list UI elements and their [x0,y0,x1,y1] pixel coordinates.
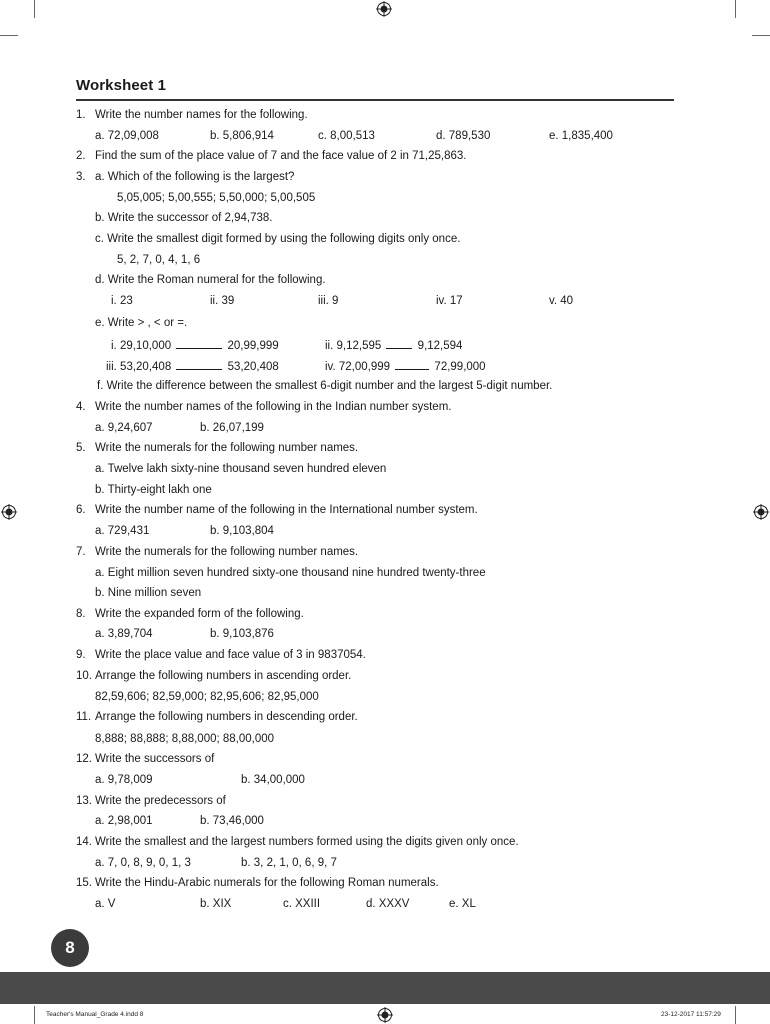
question-text: Write the place value and face value of 3 in 9837054. [95,649,366,661]
option: b. 26,07,199 [200,422,264,434]
question-number: 13. [76,795,92,807]
comparison-item [325,359,486,374]
answer-blank[interactable] [386,338,412,349]
comparison-item [106,359,279,374]
crop-mark [34,1006,35,1024]
comparison-right: 53,20,408 [227,361,279,373]
sub-question: e. Write > , < or =. [95,317,188,329]
question-text: Write the number names for the following. [95,109,308,121]
comparison-left: i. 29,10,000 [111,340,172,352]
footer-band [0,972,770,1004]
sub-question: b. Nine million seven [95,587,202,599]
option: v. 40 [549,295,574,307]
question-number: 14. [76,836,92,848]
values-list: 82,59,606; 82,59,000; 82,95,606; 82,95,000 [95,691,319,703]
option: a. 9,78,009 [95,774,153,786]
comparison-left: iii. 53,20,408 [106,361,172,373]
question-text: Write the expanded form of the following. [95,608,304,620]
question-text: Write the number names of the following in the Indian number system. [95,401,452,413]
comparison-right: 9,12,594 [417,340,463,352]
answer-blank[interactable] [176,338,222,349]
question-text: Find the sum of the place value of 7 and the face value of 2 in 71,25,863. [95,150,467,162]
question-number: 7. [76,546,86,558]
sub-question: b. Write the successor of 2,94,738. [95,212,273,224]
option: b. 3, 2, 1, 0, 6, 9, 7 [241,857,337,869]
option: b. 73,46,000 [200,815,264,827]
answer-blank[interactable] [176,359,222,370]
question-text: Write the successors of [95,753,215,765]
option: iv. 17 [436,295,463,307]
option: b. 5,806,914 [210,130,274,142]
question-text: Arrange the following numbers in ascending order. [95,670,352,682]
comparison-item [325,338,462,353]
sub-question: f. Write the difference between the smallest 6-digit number and the largest 5-digit number. [97,380,553,392]
option: a. V [95,898,116,910]
sub-question: c. Write the smallest digit formed by using the following digits only once. [95,233,461,245]
values-list: 8,888; 88,888; 8,88,000; 88,00,000 [95,733,275,745]
option: a. 2,98,001 [95,815,153,827]
question-number: 12. [76,753,92,765]
values-list: 5, 2, 7, 0, 4, 1, 6 [117,254,201,266]
registration-mark-icon [1,504,17,520]
option: b. 9,103,804 [210,525,274,537]
crop-mark [735,0,736,18]
sub-question: a. Eight million seven hundred sixty-one thousand nine hundred twenty-three [95,567,486,579]
question-number: 2. [76,150,86,162]
footer-filename: Teacher's Manual_Grade 4.indd 8 [46,1011,144,1018]
option: a. 729,431 [95,525,150,537]
registration-mark-icon [377,1007,393,1023]
page-title: Worksheet 1 [76,77,167,94]
option: ii. 39 [210,295,235,307]
question-number: 10. [76,670,92,682]
sub-question: a. Twelve lakh sixty-nine thousand seven hundred eleven [95,463,387,475]
option: a. 9,24,607 [95,422,153,434]
option: c. XXIII [283,898,321,910]
values-list: 5,05,005; 5,00,555; 5,50,000; 5,00,505 [117,192,316,204]
title-underline [76,99,674,101]
question-text: Write the numerals for the following number names. [95,546,359,558]
comparison-item [111,338,279,353]
comparison-left: iv. 72,00,999 [325,361,391,373]
question-text: Write the numerals for the following number names. [95,442,359,454]
question-number: 6. [76,504,86,516]
question-number: 15. [76,877,92,889]
answer-blank[interactable] [395,359,429,370]
comparison-right: 20,99,999 [227,340,279,352]
option: d. 789,530 [436,130,491,142]
comparison-left: ii. 9,12,595 [325,340,382,352]
question-number: 1. [76,109,86,121]
option: b. 34,00,000 [241,774,305,786]
registration-mark-icon [753,504,769,520]
question-number: 5. [76,442,86,454]
option: i. 23 [111,295,133,307]
question-text: Write the Hindu-Arabic numerals for the following Roman numerals. [95,877,439,889]
question-number: 9. [76,649,86,661]
question-number: 8. [76,608,86,620]
comparison-right: 72,99,000 [434,361,486,373]
question-number: 11. [76,711,92,723]
crop-mark [752,35,770,36]
option: iii. 9 [318,295,339,307]
option: b. XIX [200,898,232,910]
question-text: Write the smallest and the largest numbers formed using the digits given only once. [95,836,519,848]
option: d. XXXV [366,898,410,910]
sub-question: a. Which of the following is the largest? [95,171,295,183]
sub-question: b. Thirty-eight lakh one [95,484,212,496]
question-text: Write the number name of the following in the International number system. [95,504,478,516]
footer-timestamp: 23-12-2017 11:57:29 [661,1011,721,1018]
crop-mark [0,35,18,36]
question-text: Write the predecessors of [95,795,226,807]
question-number: 3. [76,171,86,183]
crop-mark [34,0,35,18]
page-number: 8 [51,929,89,967]
crop-mark [735,1006,736,1024]
option: c. 8,00,513 [318,130,375,142]
option: b. 9,103,876 [210,628,274,640]
sub-question: d. Write the Roman numeral for the following. [95,274,326,286]
question-number: 4. [76,401,86,413]
option: a. 3,89,704 [95,628,153,640]
registration-mark-icon [376,1,392,17]
option: a. 72,09,008 [95,130,159,142]
option: e. XL [449,898,476,910]
option: e. 1,835,400 [549,130,613,142]
question-text: Arrange the following numbers in descending order. [95,711,358,723]
option: a. 7, 0, 8, 9, 0, 1, 3 [95,857,191,869]
